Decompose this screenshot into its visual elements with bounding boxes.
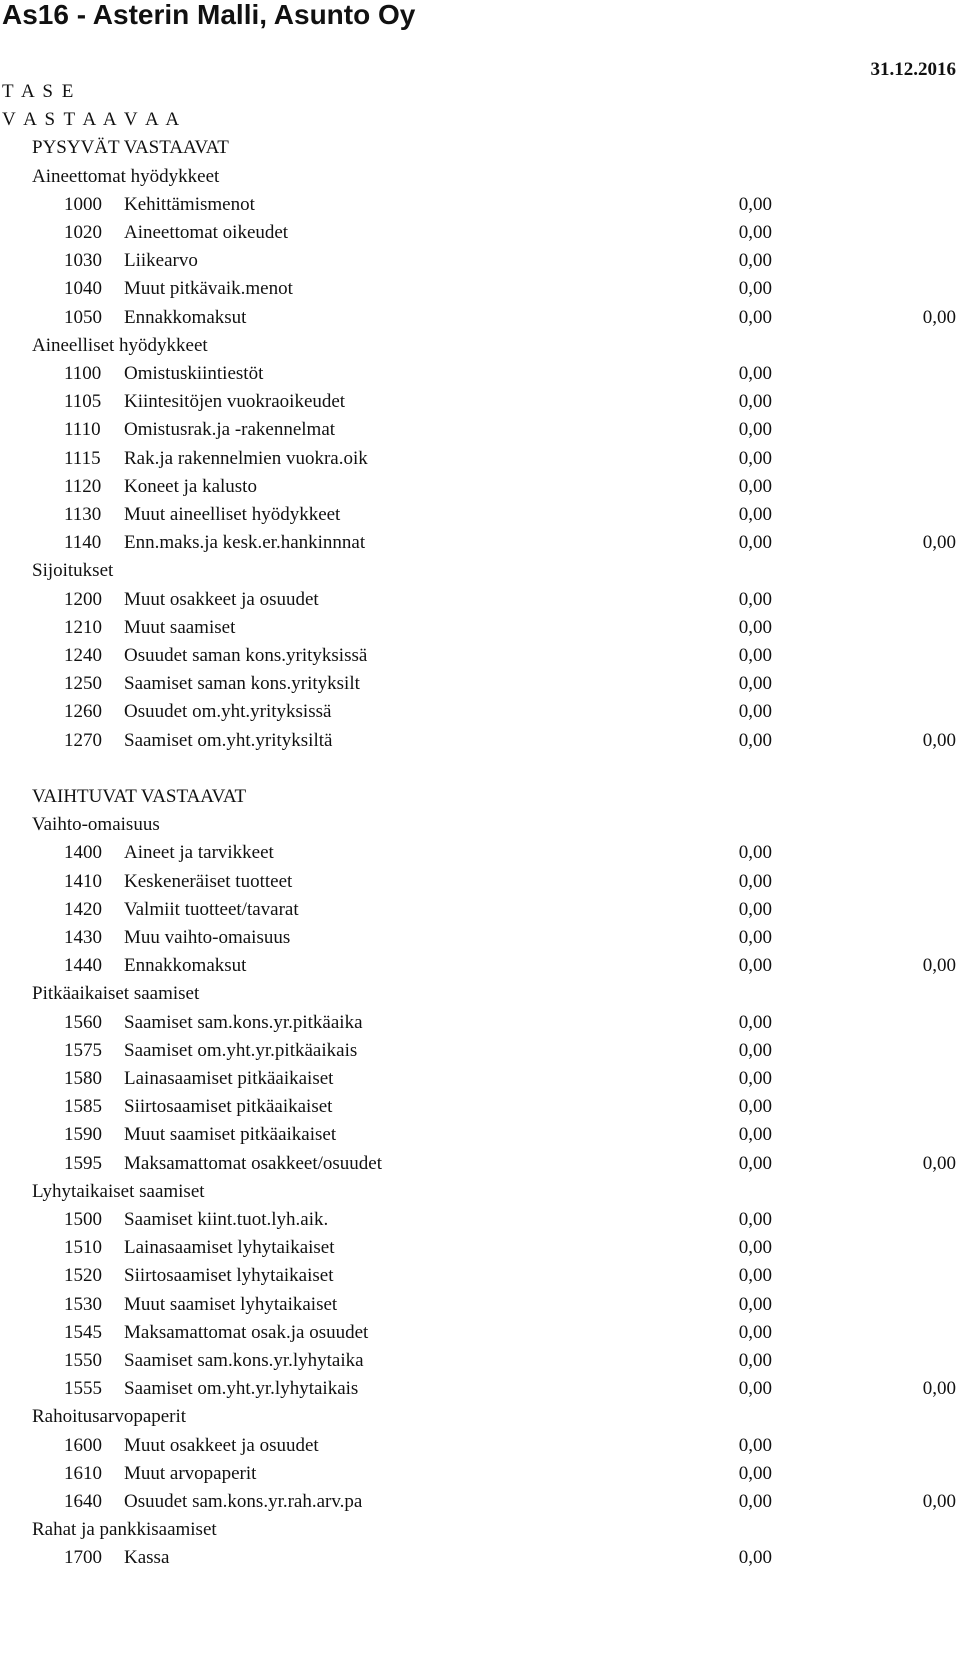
account-row bbox=[0, 444, 960, 474]
account-name: Maksamattomat osak.ja osuudet bbox=[124, 1321, 369, 1343]
account-code: 1030 bbox=[64, 250, 102, 272]
account-value: 0,00 bbox=[738, 1011, 772, 1033]
account-name: Saamiset sam.kons.yr.pitkäaika bbox=[124, 1011, 363, 1033]
account-value: 0,00 bbox=[738, 1039, 772, 1061]
account-row bbox=[0, 1431, 960, 1461]
account-row bbox=[0, 1149, 960, 1179]
account-value: 0,00 bbox=[738, 701, 772, 723]
account-row bbox=[0, 303, 960, 333]
account-name: Osuudet sam.kons.yr.rah.arv.pa bbox=[124, 1491, 363, 1512]
account-name: Omistusrak.ja -rakennelmat bbox=[124, 419, 336, 441]
account-row bbox=[0, 500, 960, 530]
group-heading bbox=[0, 133, 960, 163]
account-row bbox=[0, 923, 960, 953]
account-row bbox=[0, 641, 960, 671]
account-name: Saamiset saman kons.yrityksilt bbox=[124, 673, 360, 695]
account-value: 0,00 bbox=[738, 842, 772, 864]
heading-text: T A S E bbox=[2, 81, 76, 102]
account-code: 1580 bbox=[64, 1068, 102, 1089]
subgroup-heading bbox=[0, 1402, 960, 1432]
section-total: 0,00 bbox=[922, 306, 956, 328]
account-name: Muu vaihto-omaisuus bbox=[124, 927, 291, 948]
account-value: 0,00 bbox=[738, 1350, 772, 1371]
account-name: Saamiset om.yht.yr.pitkäaikais bbox=[124, 1039, 358, 1061]
account-value: 0,00 bbox=[738, 250, 772, 272]
account-name: Valmiit tuotteet/tavarat bbox=[124, 898, 299, 920]
account-value: 0,00 bbox=[738, 955, 772, 977]
account-value: 0,00 bbox=[738, 927, 772, 948]
account-row bbox=[0, 387, 960, 417]
account-code: 1120 bbox=[64, 475, 102, 497]
account-code: 1560 bbox=[64, 1011, 102, 1033]
account-value: 0,00 bbox=[738, 504, 772, 525]
account-value: 0,00 bbox=[738, 898, 772, 920]
account-code: 1130 bbox=[64, 504, 102, 525]
account-row bbox=[0, 1346, 960, 1376]
account-name: Saamiset sam.kons.yr.lyhytaika bbox=[124, 1350, 364, 1371]
account-value: 0,00 bbox=[738, 1209, 772, 1230]
section-total: 0,00 bbox=[922, 955, 956, 977]
account-row bbox=[0, 359, 960, 389]
account-name: Osuudet saman kons.yrityksissä bbox=[124, 645, 368, 666]
account-row bbox=[0, 895, 960, 925]
heading-text: Rahoitusarvopaperit bbox=[32, 1406, 187, 1428]
subgroup-heading bbox=[0, 1177, 960, 1207]
account-row bbox=[0, 951, 960, 981]
account-code: 1530 bbox=[64, 1293, 102, 1315]
account-name: Muut osakkeet ja osuudet bbox=[124, 1434, 319, 1456]
account-code: 1140 bbox=[64, 532, 102, 554]
subgroup-heading bbox=[0, 331, 960, 361]
account-code: 1640 bbox=[64, 1491, 102, 1512]
account-value: 0,00 bbox=[738, 1547, 772, 1569]
account-code: 1000 bbox=[64, 193, 102, 215]
heading-text: Rahat ja pankkisaamiset bbox=[32, 1519, 217, 1541]
account-row bbox=[0, 1120, 960, 1150]
account-value: 0,00 bbox=[738, 278, 772, 300]
account-name: Saamiset kiint.tuot.lyh.aik. bbox=[124, 1209, 329, 1230]
account-name: Siirtosaamiset lyhytaikaiset bbox=[124, 1265, 334, 1287]
account-name: Ennakkomaksut bbox=[124, 306, 247, 328]
subgroup-heading bbox=[0, 979, 960, 1009]
account-code: 1555 bbox=[64, 1378, 102, 1400]
account-row bbox=[0, 1374, 960, 1404]
account-code: 1595 bbox=[64, 1152, 102, 1174]
account-name: Liikearvo bbox=[124, 250, 198, 272]
heading-text: Lyhytaikaiset saamiset bbox=[32, 1180, 205, 1202]
account-code: 1420 bbox=[64, 898, 102, 920]
account-code: 1410 bbox=[64, 870, 102, 892]
account-name: Lainasaamiset pitkäaikaiset bbox=[124, 1068, 334, 1089]
account-row bbox=[0, 1261, 960, 1291]
account-row bbox=[0, 1543, 960, 1573]
account-code: 1110 bbox=[64, 419, 101, 441]
account-row bbox=[0, 585, 960, 615]
account-value: 0,00 bbox=[738, 645, 772, 666]
account-row bbox=[0, 1233, 960, 1263]
heading-text: VAIHTUVAT VASTAAVAT bbox=[32, 786, 247, 807]
account-value: 0,00 bbox=[738, 532, 772, 554]
account-row bbox=[0, 1036, 960, 1066]
account-name: Saamiset om.yht.yrityksiltä bbox=[124, 729, 333, 751]
account-value: 0,00 bbox=[738, 222, 772, 243]
account-code: 1260 bbox=[64, 701, 102, 723]
heading-text: Vaihto-omaisuus bbox=[32, 814, 160, 836]
account-code: 1020 bbox=[64, 222, 102, 243]
heading-text: Pitkäaikaiset saamiset bbox=[32, 983, 200, 1005]
section-total: 0,00 bbox=[922, 532, 956, 554]
subgroup-heading bbox=[0, 1515, 960, 1545]
account-code: 1575 bbox=[64, 1039, 102, 1061]
account-code: 1100 bbox=[64, 363, 102, 384]
report-date: 31.12.2016 bbox=[870, 59, 956, 80]
account-row bbox=[0, 1318, 960, 1348]
account-name: Kehittämismenot bbox=[124, 193, 255, 215]
account-name: Kassa bbox=[124, 1547, 170, 1569]
heading-text: Aineettomat hyödykkeet bbox=[32, 165, 220, 187]
account-code: 1050 bbox=[64, 306, 102, 328]
heading-text: V A S T A A V A A bbox=[2, 109, 182, 131]
account-row bbox=[0, 1290, 960, 1320]
account-code: 1590 bbox=[64, 1124, 102, 1146]
account-value: 0,00 bbox=[738, 1378, 772, 1400]
account-code: 1520 bbox=[64, 1265, 102, 1287]
account-row bbox=[0, 1092, 960, 1122]
account-code: 1200 bbox=[64, 588, 102, 610]
account-row bbox=[0, 472, 960, 502]
account-value: 0,00 bbox=[738, 1096, 772, 1118]
account-code: 1600 bbox=[64, 1434, 102, 1456]
subgroup-heading bbox=[0, 162, 960, 192]
account-code: 1105 bbox=[64, 391, 102, 413]
account-row bbox=[0, 218, 960, 248]
spacer-row bbox=[0, 754, 960, 784]
account-code: 1545 bbox=[64, 1321, 102, 1343]
account-name: Muut osakkeet ja osuudet bbox=[124, 588, 319, 610]
account-code: 1500 bbox=[64, 1209, 102, 1230]
account-code: 1240 bbox=[64, 645, 102, 666]
account-value: 0,00 bbox=[738, 1462, 772, 1484]
account-row bbox=[0, 246, 960, 276]
account-code: 1510 bbox=[64, 1237, 102, 1259]
account-row bbox=[0, 1064, 960, 1094]
account-name: Koneet ja kalusto bbox=[124, 475, 257, 497]
subgroup-heading bbox=[0, 810, 960, 840]
account-row bbox=[0, 726, 960, 756]
account-name: Rak.ja rakennelmien vuokra.oik bbox=[124, 447, 368, 469]
subgroup-heading bbox=[0, 556, 960, 586]
account-value: 0,00 bbox=[738, 306, 772, 328]
account-code: 1430 bbox=[64, 927, 102, 948]
account-value: 0,00 bbox=[738, 1265, 772, 1287]
account-value: 0,00 bbox=[738, 447, 772, 469]
account-code: 1115 bbox=[64, 447, 101, 469]
section-total: 0,00 bbox=[922, 1152, 956, 1174]
account-code: 1210 bbox=[64, 616, 102, 638]
account-name: Muut aineelliset hyödykkeet bbox=[124, 504, 341, 525]
account-value: 0,00 bbox=[738, 1237, 772, 1259]
account-row bbox=[0, 1459, 960, 1489]
account-row bbox=[0, 838, 960, 868]
account-row bbox=[0, 867, 960, 897]
section-heading bbox=[0, 77, 960, 107]
account-name: Siirtosaamiset pitkäaikaiset bbox=[124, 1096, 333, 1118]
account-name: Osuudet om.yht.yrityksissä bbox=[124, 701, 332, 723]
account-value: 0,00 bbox=[738, 391, 772, 413]
account-name: Muut saamiset bbox=[124, 616, 236, 638]
account-code: 1550 bbox=[64, 1350, 102, 1371]
account-value: 0,00 bbox=[738, 193, 772, 215]
account-value: 0,00 bbox=[738, 673, 772, 695]
account-value: 0,00 bbox=[738, 616, 772, 638]
account-row bbox=[0, 415, 960, 445]
account-name: Keskeneräiset tuotteet bbox=[124, 870, 293, 892]
account-value: 0,00 bbox=[738, 475, 772, 497]
account-code: 1270 bbox=[64, 729, 102, 751]
section-heading bbox=[0, 105, 960, 135]
account-value: 0,00 bbox=[738, 363, 772, 384]
account-code: 1400 bbox=[64, 842, 102, 864]
account-row bbox=[0, 697, 960, 727]
heading-text: Aineelliset hyödykkeet bbox=[32, 334, 208, 356]
account-value: 0,00 bbox=[738, 1068, 772, 1089]
section-total: 0,00 bbox=[922, 1491, 956, 1512]
account-row bbox=[0, 190, 960, 220]
account-row bbox=[0, 274, 960, 304]
account-name: Aineet ja tarvikkeet bbox=[124, 842, 274, 864]
account-row bbox=[0, 613, 960, 643]
account-row bbox=[0, 1205, 960, 1235]
account-name: Kiintesitöjen vuokraoikeudet bbox=[124, 391, 346, 413]
account-code: 1440 bbox=[64, 955, 102, 977]
account-code: 1250 bbox=[64, 673, 102, 695]
account-code: 1700 bbox=[64, 1547, 102, 1569]
account-row bbox=[0, 1487, 960, 1517]
account-value: 0,00 bbox=[738, 1152, 772, 1174]
account-name: Muut arvopaperit bbox=[124, 1462, 257, 1484]
document-title: As16 - Asterin Malli, Asunto Oy bbox=[2, 0, 416, 30]
account-value: 0,00 bbox=[738, 1434, 772, 1456]
account-value: 0,00 bbox=[738, 1321, 772, 1343]
section-total: 0,00 bbox=[922, 729, 956, 751]
account-row bbox=[0, 528, 960, 558]
heading-text: PYSYVÄT VASTAAVAT bbox=[32, 137, 229, 159]
account-value: 0,00 bbox=[738, 419, 772, 441]
account-code: 1585 bbox=[64, 1096, 102, 1118]
account-value: 0,00 bbox=[738, 588, 772, 610]
heading-text: Sijoitukset bbox=[32, 560, 114, 582]
account-name: Aineettomat oikeudet bbox=[124, 222, 289, 243]
account-value: 0,00 bbox=[738, 870, 772, 892]
account-value: 0,00 bbox=[738, 729, 772, 751]
account-value: 0,00 bbox=[738, 1293, 772, 1315]
account-value: 0,00 bbox=[738, 1491, 772, 1512]
account-name: Lainasaamiset lyhytaikaiset bbox=[124, 1237, 335, 1259]
group-heading bbox=[0, 782, 960, 812]
account-code: 1610 bbox=[64, 1462, 102, 1484]
account-code: 1040 bbox=[64, 278, 102, 300]
account-name: Maksamattomat osakkeet/osuudet bbox=[124, 1152, 383, 1174]
account-name: Saamiset om.yht.yr.lyhytaikais bbox=[124, 1378, 359, 1400]
account-name: Muut saamiset lyhytaikaiset bbox=[124, 1293, 338, 1315]
account-row bbox=[0, 1008, 960, 1038]
account-name: Ennakkomaksut bbox=[124, 955, 247, 977]
account-name: Muut saamiset pitkäaikaiset bbox=[124, 1124, 337, 1146]
account-name: Enn.maks.ja kesk.er.hankinnnat bbox=[124, 532, 366, 554]
account-row bbox=[0, 669, 960, 699]
account-name: Omistuskiintiestöt bbox=[124, 363, 264, 384]
account-value: 0,00 bbox=[738, 1124, 772, 1146]
section-total: 0,00 bbox=[922, 1378, 956, 1400]
account-name: Muut pitkävaik.menot bbox=[124, 278, 293, 300]
